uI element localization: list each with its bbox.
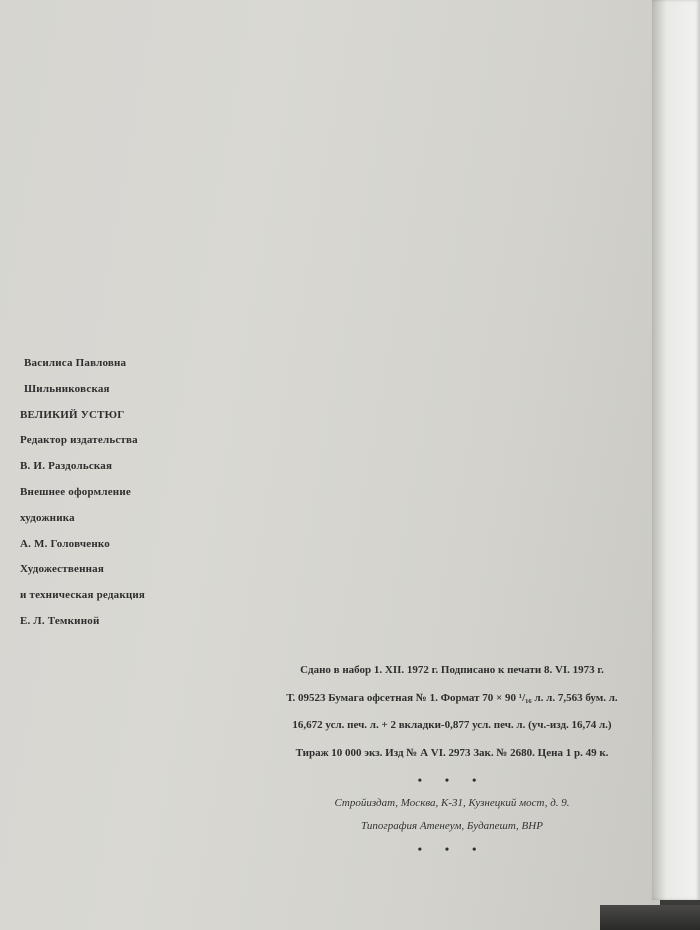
separator-stars: • • • <box>417 773 487 787</box>
editor-label: Редактор издательства <box>20 434 138 447</box>
printer-info: Типография Атенеум, Будапешт, ВНР <box>361 820 543 832</box>
imprint-run: Тираж 10 000 экз. Изд № А VI. 2973 Зак. № 2680. Цена 1 р. 49 к. <box>295 746 609 759</box>
page-edge <box>652 0 700 900</box>
imprint-paper: Т. 09523 Бумага офсетная № 1. Формат 70 × 90 ¹/₁₆ л. л. 7,563 бум. л. <box>286 691 618 704</box>
separator-stars-2: • • • <box>417 842 487 856</box>
author-surname: Шильниковская <box>24 382 110 395</box>
tech-editing-label-cont: и техническая редакция <box>20 589 146 602</box>
tech-editor-name: Е. Л. Темкиной <box>20 614 100 627</box>
credits-block <box>20 356 145 640</box>
imprint-dates: Сдано в набор 1. XII. 1972 г. Подписано к печати 8. VI. 1973 г. <box>300 664 604 676</box>
imprint-block <box>262 663 642 865</box>
author-first-name: Василиса Павловна <box>24 357 127 369</box>
editor-name: В. И. Раздольская <box>20 460 113 473</box>
book-cover-edge <box>600 905 700 930</box>
imprint-sheets: 16,672 усл. печ. л. + 2 вкладки-0,877 усл. печ. л. (уч.-изд. 16,74 л.) <box>292 719 612 731</box>
designer-name: А. М. Головченко <box>20 537 110 550</box>
tech-editing-label: Художественная <box>20 563 105 576</box>
design-label-cont: художника <box>20 511 75 524</box>
design-label: Внешнее оформление <box>20 485 131 498</box>
publisher-address: Стройиздат, Москва, К-31, Кузнецкий мост, д. 9. <box>334 797 570 809</box>
book-title: ВЕЛИКИЙ УСТЮГ <box>20 408 125 421</box>
